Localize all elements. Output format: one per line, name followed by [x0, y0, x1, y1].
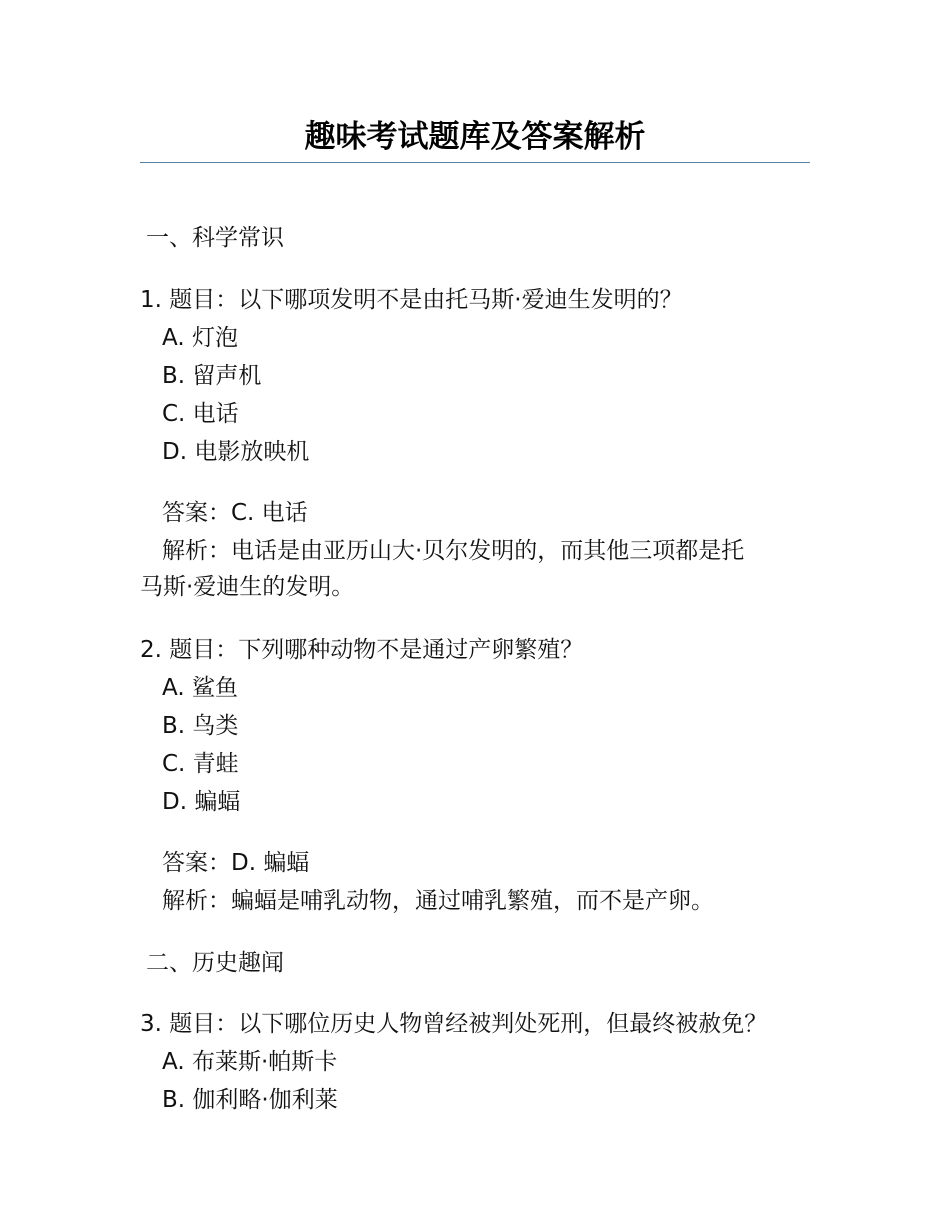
- question-1-answer: 答案：C. 电话: [162, 500, 308, 526]
- question-2-option-d: D. 蝙蝠: [162, 789, 241, 815]
- question-1-option-c: C. 电话: [162, 401, 239, 427]
- question-1-option-a: A. 灯泡: [162, 325, 238, 351]
- question-1-option-b: B. 留声机: [162, 363, 262, 389]
- section-heading-science: 一、科学常识: [146, 225, 284, 251]
- question-2-option-a: A. 鲨鱼: [162, 675, 238, 701]
- question-2-option-b: B. 鸟类: [162, 713, 239, 739]
- question-1-stem: 1. 题目：以下哪项发明不是由托马斯·爱迪生发明的？: [140, 287, 683, 313]
- question-2-answer: 答案：D. 蝙蝠: [162, 850, 310, 876]
- section-heading-history: 二、历史趣闻: [146, 950, 284, 976]
- question-3-option-b: B. 伽利略·伽利莱: [162, 1087, 338, 1113]
- question-2-explanation: 解析：蝙蝠是哺乳动物，通过哺乳繁殖，而不是产卵。: [162, 888, 714, 914]
- question-3-option-a: A. 布莱斯·帕斯卡: [162, 1049, 338, 1075]
- question-1-explanation-cont: 马斯·爱迪生的发明。: [140, 574, 355, 600]
- title-divider: [140, 162, 810, 163]
- document-title: 趣味考试题库及答案解析: [304, 119, 646, 155]
- question-1-explanation: 解析：电话是由亚历山大·贝尔发明的，而其他三项都是托: [162, 538, 745, 564]
- question-1-option-d: D. 电影放映机: [162, 439, 310, 465]
- question-3-stem: 3. 题目：以下哪位历史人物曾经被判处死刑，但最终被赦免？: [140, 1011, 768, 1037]
- question-2-option-c: C. 青蛙: [162, 751, 239, 777]
- question-2-stem: 2. 题目：下列哪种动物不是通过产卵繁殖？: [140, 637, 584, 663]
